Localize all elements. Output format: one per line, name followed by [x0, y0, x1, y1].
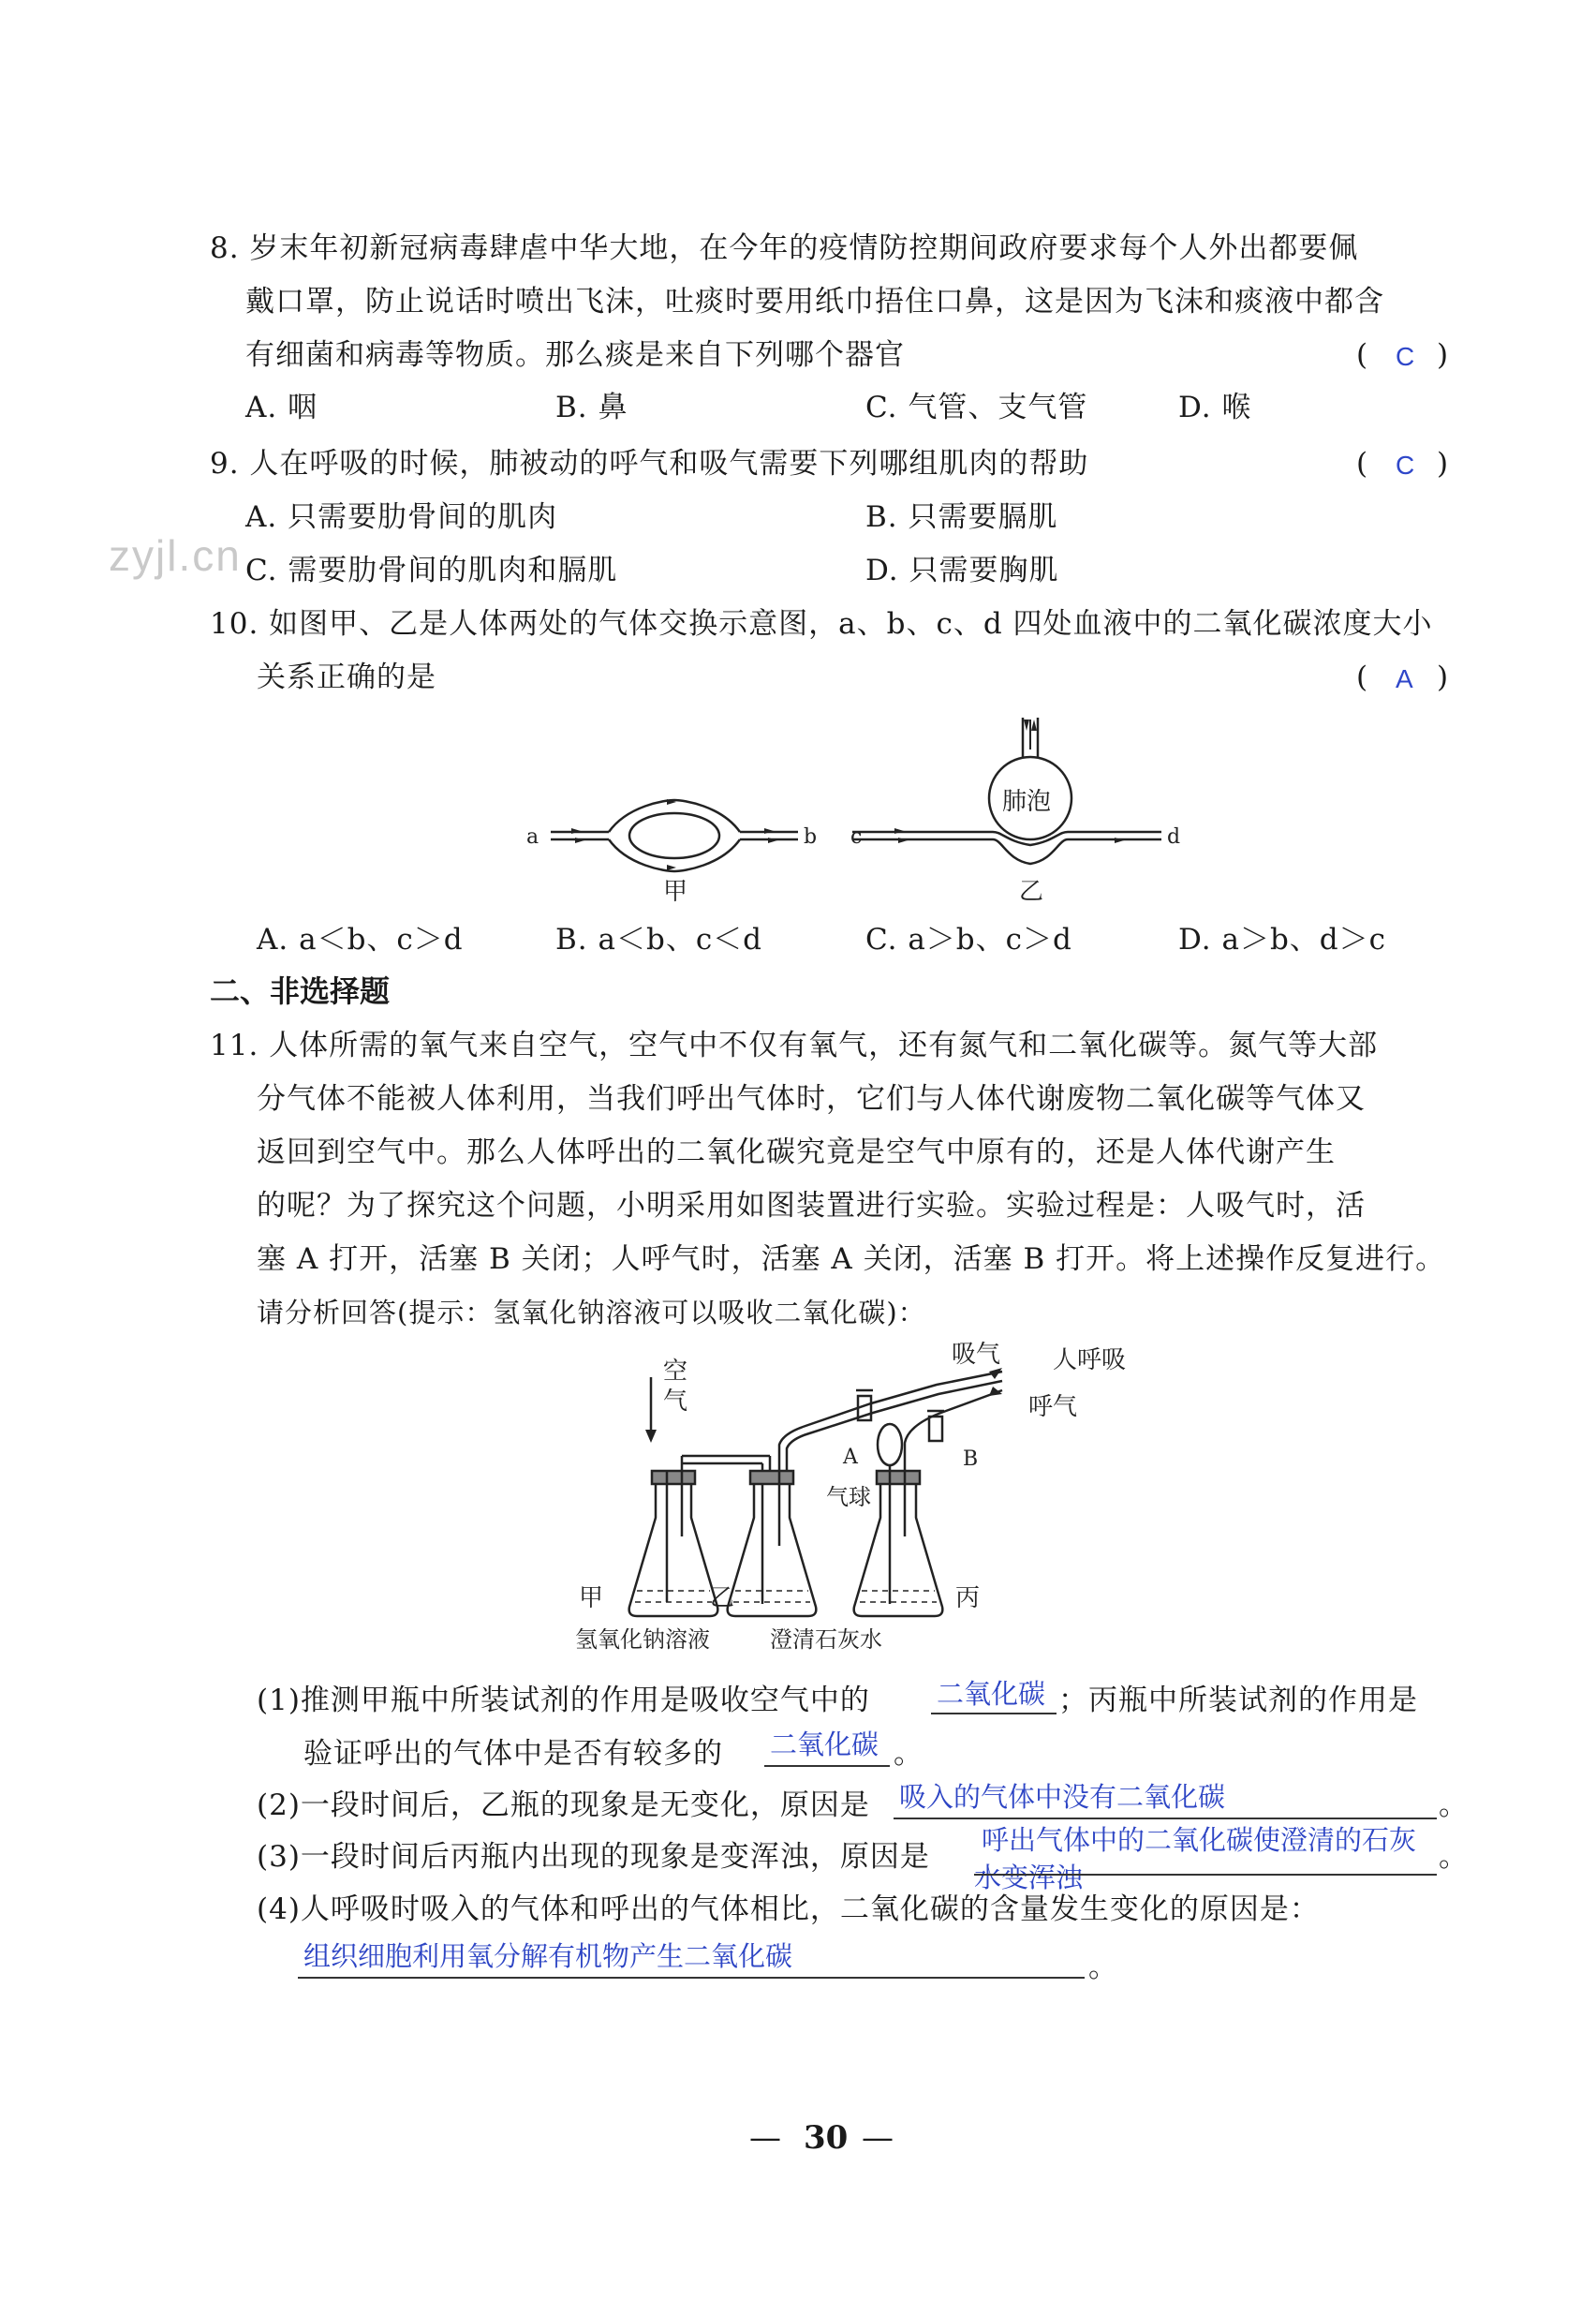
- q9-paren-close: ): [1437, 447, 1449, 481]
- q11-line6: 请分析回答(提示：氢氧化钠溶液可以吸收二氧化碳)：: [257, 1297, 926, 1328]
- q11-sub3-blank: [974, 1874, 1437, 1876]
- page-dash-right: —: [862, 2119, 894, 2157]
- q11-sub4-answer: 组织细胞利用氧分解有机物产生二氧化碳: [303, 1940, 793, 1972]
- q10-paren-close: ): [1437, 660, 1449, 694]
- q11-line2: 分气体不能被人体利用，当我们呼出气体时，它们与人体代谢废物二氧化碳等气体又: [257, 1082, 1366, 1116]
- q8-line1: 8. 岁末年初新冠病毒肆虐中华大地，在今年的疫情防控期间政府要求每个人外出都要佩: [210, 231, 1359, 265]
- label-air-1: 空: [663, 1358, 688, 1386]
- q10-answer: A: [1396, 664, 1413, 693]
- label-valve-b: B: [963, 1447, 979, 1471]
- q11-sub1-answer2: 二氧化碳: [770, 1729, 879, 1760]
- q11-sub2-end: 。: [1439, 1788, 1469, 1822]
- q9-option-d: D. 只需要胸肌: [865, 554, 1059, 587]
- q11-sub2-pre: (2)一段时间后，乙瓶的现象是无变化，原因是: [257, 1788, 870, 1822]
- q11-line4: 的呢？为了探究这个问题，小明采用如图装置进行实验。实验过程是：人吸气时，活: [257, 1189, 1366, 1223]
- q11-sub1-end: 。: [894, 1737, 924, 1771]
- q8-line3: 有细菌和病毒等物质。那么痰是来自下列哪个器官: [245, 338, 905, 372]
- q11-sub4-end: 。: [1088, 1951, 1118, 1984]
- q8-line2: 戴口罩，防止说话时喷出飞沫，吐痰时要用纸巾捂住口鼻，这是因为飞沫和痰液中都含: [245, 285, 1384, 319]
- q11-sub3-pre: (3)一段时间后丙瓶内出现的现象是变浑浊，原因是: [257, 1840, 930, 1874]
- page-dash-left: —: [749, 2119, 781, 2157]
- q10-line2: 关系正确的是: [257, 660, 436, 694]
- q9-line1: 9. 人在呼吸的时候，肺被动的呼气和吸气需要下列哪组肌肉的帮助: [210, 447, 1089, 481]
- q11-sub1-mid: ；丙瓶中所装试剂的作用是: [1058, 1684, 1418, 1717]
- label-exhale: 呼气: [1028, 1393, 1078, 1421]
- q11-sub1-pre: (1)推测甲瓶中所装试剂的作用是吸收空气中的: [257, 1684, 870, 1717]
- q11-line1: 11. 人体所需的氧气来自空气，空气中不仅有氧气，还有氮气和二氧化碳等。氮气等大部: [210, 1029, 1379, 1062]
- q9-option-a: A. 只需要肋骨间的肌肉: [245, 500, 558, 534]
- section-title: 二、非选择题: [210, 973, 391, 1009]
- label-balloon: 气球: [826, 1484, 871, 1510]
- q9-answer: C: [1396, 451, 1415, 480]
- q10-option-c: C. a＞b、c＞d: [865, 923, 1072, 957]
- q11-sub1-answer1: 二氧化碳: [937, 1678, 1046, 1710]
- watermark: zyjl.cn: [109, 531, 242, 580]
- q11-sub3-answer2: 水变浑浊: [974, 1862, 1084, 1893]
- gas-exchange-diagram: [506, 712, 1199, 909]
- label-flask-yi: 乙: [710, 1584, 735, 1612]
- label-jia: 甲: [663, 878, 688, 906]
- label-naoh: 氢氧化钠溶液: [575, 1626, 710, 1653]
- label-inhale: 吸气: [952, 1341, 1001, 1369]
- q8-option-d: D. 喉: [1178, 391, 1252, 424]
- label-b: b: [804, 825, 818, 849]
- label-d: d: [1167, 825, 1181, 849]
- label-a: a: [526, 825, 539, 849]
- label-person: 人呼吸: [1053, 1346, 1127, 1374]
- q11-sub4-pre: (4)人呼吸时吸入的气体和呼出的气体相比，二氧化碳的含量发生变化的原因是：: [257, 1892, 1320, 1926]
- q9-option-c: C. 需要肋骨间的肌肉和膈肌: [245, 554, 618, 587]
- q11-sub3-answer1: 呼出气体中的二氧化碳使澄清的石灰: [982, 1824, 1417, 1856]
- q8-option-b: B. 鼻: [555, 391, 628, 424]
- q11-sub2-answer: 吸入的气体中没有二氧化碳: [899, 1781, 1226, 1813]
- q11-sub1-blank1: [931, 1713, 1057, 1714]
- label-air-2: 气: [663, 1387, 688, 1416]
- q11-line3: 返回到空气中。那么人体呼出的二氧化碳究竟是空气中原有的，还是人体代谢产生: [257, 1135, 1336, 1169]
- q11-line5: 塞 A 打开，活塞 B 关闭；人呼气时，活塞 A 关闭，活塞 B 打开。将上述操作反复进行。: [257, 1242, 1446, 1276]
- q11-sub1-blank2: [764, 1765, 890, 1767]
- q11-sub1-line2: 验证呼出的气体中是否有较多的: [303, 1737, 723, 1771]
- q8-paren-close: ): [1437, 338, 1449, 372]
- q11-sub4-blank: [298, 1977, 1085, 1979]
- label-limewater: 澄清石灰水: [770, 1626, 882, 1653]
- diagram-jia: [551, 800, 798, 871]
- q9-paren-open: (: [1356, 447, 1368, 481]
- label-yi: 乙: [1019, 878, 1044, 906]
- apparatus-diagram: [562, 1340, 1161, 1658]
- label-alveolus: 肺泡: [1002, 788, 1052, 816]
- q11-sub3-end: 。: [1439, 1840, 1469, 1874]
- q10-paren-open: (: [1356, 660, 1368, 694]
- q10-line1: 10. 如图甲、乙是人体两处的气体交换示意图，a、b、c、d 四处血液中的二氧化碳浓度大小: [210, 607, 1433, 641]
- label-c: c: [850, 825, 863, 849]
- q9-option-b: B. 只需要膈肌: [865, 500, 1058, 534]
- q8-option-a: A. 咽: [245, 391, 318, 424]
- q10-option-b: B. a＜b、c＜d: [555, 923, 763, 957]
- q10-option-d: D. a＞b、d＞c: [1178, 923, 1386, 957]
- label-valve-a: A: [843, 1446, 858, 1469]
- q8-paren-open: (: [1356, 338, 1368, 372]
- page-number: 30: [804, 2119, 849, 2157]
- q11-sub2-blank: [894, 1818, 1437, 1819]
- label-flask-jia: 甲: [579, 1584, 604, 1612]
- q10-option-a: A. a＜b、c＞d: [257, 923, 464, 957]
- label-flask-bing: 丙: [955, 1584, 981, 1612]
- q8-answer: C: [1396, 342, 1415, 371]
- q8-option-c: C. 气管、支气管: [865, 391, 1088, 424]
